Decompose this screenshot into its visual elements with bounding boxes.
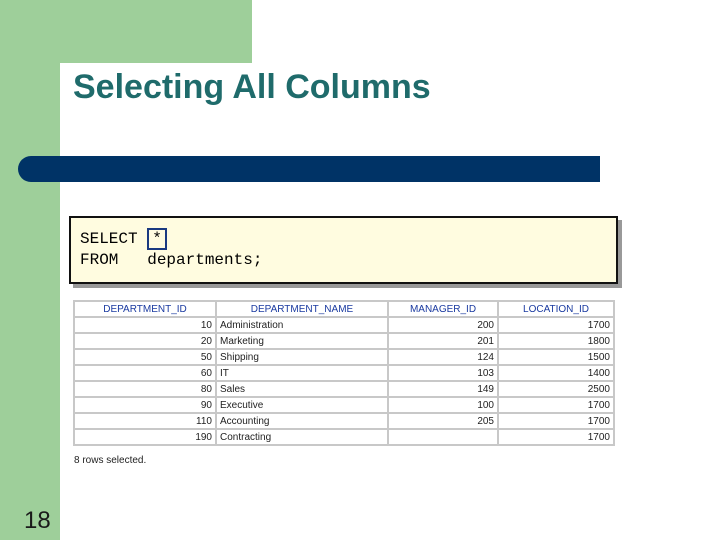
column-header: DEPARTMENT_NAME (217, 302, 387, 316)
cell-location-id: 1700 (499, 318, 613, 332)
cell-department-name: Accounting (217, 414, 387, 428)
cell-location-id: 1400 (499, 366, 613, 380)
cell-department-name: Executive (217, 398, 387, 412)
cell-location-id: 1800 (499, 334, 613, 348)
table-row (75, 398, 613, 412)
result-table (73, 300, 615, 446)
cell-department-id: 190 (75, 430, 215, 444)
cell-manager-id: 200 (389, 318, 497, 332)
cell-department-id: 50 (75, 350, 215, 364)
table-row (75, 318, 613, 332)
table-row (75, 366, 613, 380)
cell-department-name: Administration (217, 318, 387, 332)
title-underline-bar (18, 156, 600, 182)
column-header: LOCATION_ID (499, 302, 613, 316)
sql-select-line (80, 228, 167, 250)
cell-manager-id: 201 (389, 334, 497, 348)
cell-location-id: 1700 (499, 398, 613, 412)
table-name: departments; (147, 251, 263, 269)
from-keyword: FROM (80, 251, 119, 269)
cell-department-id: 10 (75, 318, 215, 332)
cell-department-id: 20 (75, 334, 215, 348)
cell-manager-id: 205 (389, 414, 497, 428)
green-frame-left (0, 0, 60, 540)
cell-department-id: 80 (75, 382, 215, 396)
cell-location-id: 1500 (499, 350, 613, 364)
cell-location-id: 1700 (499, 414, 613, 428)
table-row (75, 350, 613, 364)
cell-manager-id: 100 (389, 398, 497, 412)
table-row (75, 382, 613, 396)
star-highlight: * (147, 228, 167, 250)
cell-department-name: Shipping (217, 350, 387, 364)
query-result (73, 300, 615, 446)
cell-department-id: 60 (75, 366, 215, 380)
table-row (75, 414, 613, 428)
page-number: 18 (24, 507, 51, 534)
cell-manager-id: 103 (389, 366, 497, 380)
cell-department-name: Marketing (217, 334, 387, 348)
column-header: MANAGER_ID (389, 302, 497, 316)
sql-code-box (69, 216, 618, 284)
cell-department-name: IT (217, 366, 387, 380)
header-row (75, 302, 613, 316)
table-row (75, 430, 613, 444)
cell-manager-id: 124 (389, 350, 497, 364)
slide-title: Selecting All Columns (73, 68, 431, 106)
sql-from-line (80, 251, 262, 269)
cell-manager-id: 149 (389, 382, 497, 396)
cell-department-name: Sales (217, 382, 387, 396)
column-header: DEPARTMENT_ID (75, 302, 215, 316)
cell-manager-id (389, 430, 497, 444)
table-row (75, 334, 613, 348)
cell-location-id: 1700 (499, 430, 613, 444)
select-keyword: SELECT (80, 230, 138, 248)
cell-department-name: Contracting (217, 430, 387, 444)
cell-location-id: 2500 (499, 382, 613, 396)
rows-selected-footer: 8 rows selected. (74, 455, 147, 466)
green-frame-top (60, 0, 252, 63)
cell-department-id: 110 (75, 414, 215, 428)
cell-department-id: 90 (75, 398, 215, 412)
